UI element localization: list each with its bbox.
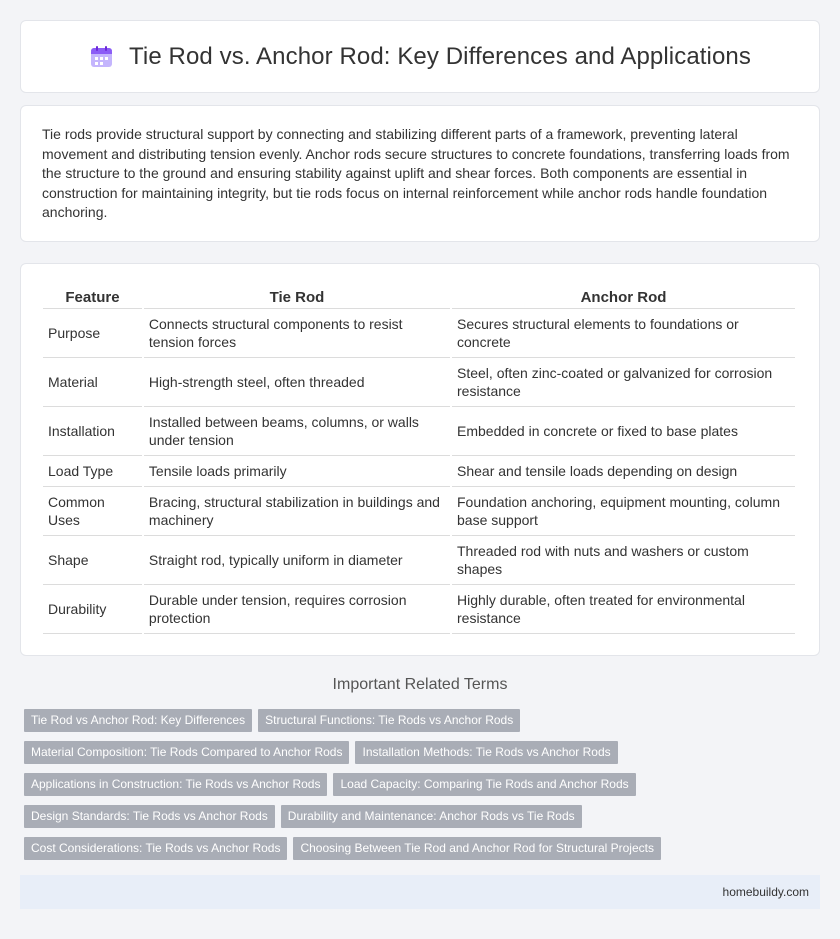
related-terms-title: Important Related Terms [332,676,508,693]
cell-tie-rod: Durable under tension, requires corrosion protection [144,585,450,634]
cell-tie-rod: Connects structural components to resist tension forces [144,309,450,358]
cell-anchor-rod: Shear and tensile loads depending on design [452,456,795,487]
cell-feature: Common Uses [43,487,142,536]
related-terms-section [20,676,820,860]
cell-anchor-rod: Foundation anchoring, equipment mounting, column base support [452,487,795,536]
cell-anchor-rod: Steel, often zinc-coated or galvanized for corrosion resistance [452,358,795,407]
cell-tie-rod: Bracing, structural stabilization in buildings and machinery [144,487,450,536]
table-row [43,358,795,407]
table-row [43,585,795,634]
table-header-row [43,285,795,309]
table-row [43,309,795,358]
footer-site-link[interactable]: homebuildy.com [722,885,809,899]
footer [20,875,820,909]
comparison-card [20,263,820,656]
related-tag[interactable]: Tie Rod vs Anchor Rod: Key Differences [24,709,252,732]
related-tag[interactable]: Durability and Maintenance: Anchor Rods vs Tie Rods [281,805,582,828]
related-tag[interactable]: Applications in Construction: Tie Rods vs Anchor Rods [24,773,327,796]
intro-paragraph: Tie rods provide structural support by connecting and stabilizing different parts of a framework, preventing lateral movement and distributing tension evenly. Anchor rods secure structures to concrete foundations, transferring loads from the structure to the ground and ensuring stability against uplift and shear forces. Both components are essential in construction for maintaining integrity, but tie rods focus on internal reinforcement while anchor rods handle foundation anchoring. [42,126,790,221]
cell-feature: Shape [43,536,142,585]
table-row [43,487,795,536]
cell-tie-rod: High-strength steel, often threaded [144,358,450,407]
cell-tie-rod: Installed between beams, columns, or walls under tension [144,407,450,456]
comparison-table [41,285,797,634]
cell-anchor-rod: Secures structural elements to foundations or concrete [452,309,795,358]
cell-anchor-rod: Highly durable, often treated for environmental resistance [452,585,795,634]
related-tag[interactable]: Cost Considerations: Tie Rods vs Anchor Rods [24,837,287,860]
table-row [43,536,795,585]
related-tag[interactable]: Material Composition: Tie Rods Compared to Anchor Rods [24,741,349,764]
cell-feature: Durability [43,585,142,634]
header-anchor-rod: Anchor Rod [452,285,795,309]
cell-tie-rod: Tensile loads primarily [144,456,450,487]
related-tag[interactable]: Design Standards: Tie Rods vs Anchor Rods [24,805,275,828]
cell-anchor-rod: Embedded in concrete or fixed to base plates [452,407,795,456]
calendar-icon [89,45,115,69]
intro-card [20,105,820,242]
related-tag[interactable]: Choosing Between Tie Rod and Anchor Rod for Structural Projects [293,837,661,860]
related-tag[interactable]: Structural Functions: Tie Rods vs Anchor Rods [258,709,520,732]
cell-tie-rod: Straight rod, typically uniform in diameter [144,536,450,585]
related-tag[interactable]: Load Capacity: Comparing Tie Rods and Anchor Rods [333,773,635,796]
header-feature: Feature [43,285,142,309]
related-tags [20,709,680,860]
header-tie-rod: Tie Rod [144,285,450,309]
table-row [43,407,795,456]
page-title: Tie Rod vs. Anchor Rod: Key Differences and Applications [129,42,751,70]
cell-feature: Material [43,358,142,407]
title-card [20,20,820,93]
related-tag[interactable]: Installation Methods: Tie Rods vs Anchor Rods [355,741,617,764]
table-row [43,456,795,487]
cell-feature: Purpose [43,309,142,358]
title-wrap [89,43,751,71]
cell-anchor-rod: Threaded rod with nuts and washers or custom shapes [452,536,795,585]
cell-feature: Installation [43,407,142,456]
cell-feature: Load Type [43,456,142,487]
